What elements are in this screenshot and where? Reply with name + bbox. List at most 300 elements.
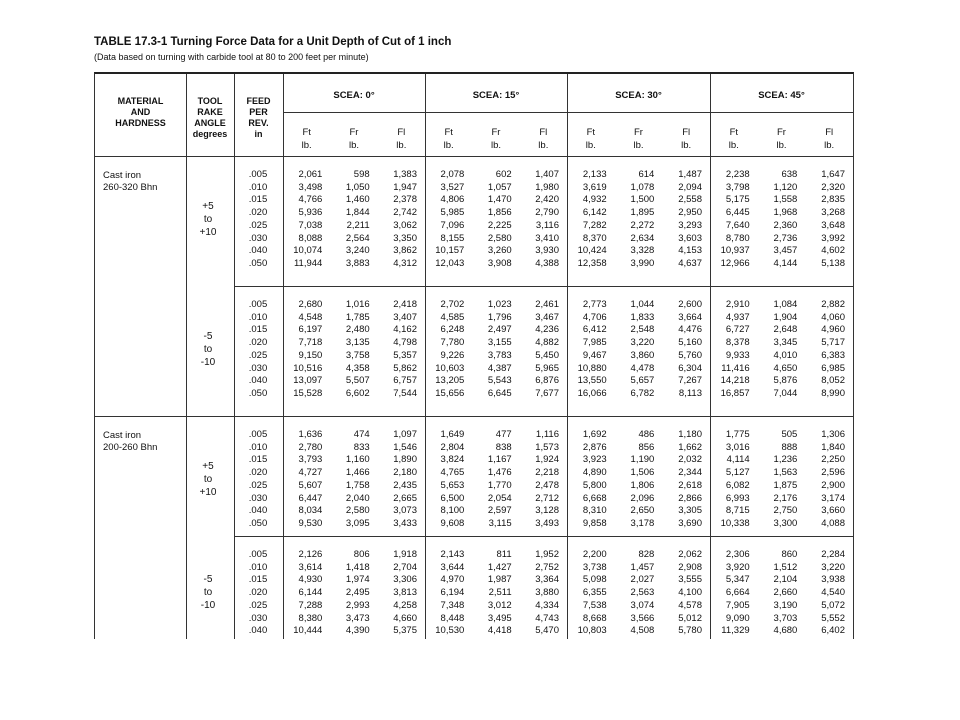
scea-group-divider: [567, 74, 568, 639]
force-value-cell: 1,924: [535, 454, 559, 466]
feed-cell: .005: [248, 549, 268, 560]
tool-rake-angle-header: TOOL RAKE ANGLE degrees: [192, 96, 228, 139]
force-value-cell: 10,603: [435, 362, 465, 374]
force-value-cell: 4,890: [582, 467, 607, 479]
force-value-cell: 7,718: [298, 337, 323, 349]
force-value-cell: 4,476: [678, 324, 702, 336]
force-value-cell: 3,306: [393, 574, 417, 586]
force-value-cell: 8,100: [440, 505, 465, 517]
feed-cell: .015: [248, 194, 268, 206]
force-value-cell: 3,116: [535, 219, 559, 231]
force-value-cell: 3,473: [345, 612, 370, 624]
force-value-cell: 2,211: [346, 219, 370, 231]
force-value-cell: 3,738: [582, 561, 607, 573]
force-value-cell: 1,840: [821, 441, 845, 453]
force-value-cell: 1,457: [630, 561, 655, 573]
force-value-cell: 9,090: [725, 612, 750, 624]
force-value-cell: 1,306: [821, 429, 845, 440]
feed-cell: .025: [248, 599, 268, 611]
force-value-cell: 1,500: [630, 194, 655, 206]
force-value-cell: 6,447: [298, 492, 323, 504]
force-value-cell: 8,990: [821, 387, 845, 399]
feed-cell: .030: [248, 232, 268, 244]
force-value-cell: 3,300: [773, 517, 798, 529]
force-value-cell: 2,950: [678, 207, 702, 219]
force-value-cell: 2,418: [393, 299, 417, 310]
force-value-cell: 10,424: [577, 245, 607, 257]
force-value-cell: 6,993: [725, 492, 750, 504]
scea-header: SCEA: 45°: [758, 90, 805, 101]
force-value-cell: 6,194: [440, 587, 465, 599]
force-value-cell: 1,918: [393, 549, 417, 560]
force-value-cell: 6,664: [725, 587, 750, 599]
force-value-cell: 6,248: [440, 324, 465, 336]
force-value-cell: 1,407: [535, 169, 559, 180]
force-value-cell: 3,703: [773, 612, 798, 624]
force-value-cell: 3,135: [345, 337, 370, 349]
force-value-cell: 2,250: [821, 454, 845, 466]
force-value-cell: 1,084: [773, 299, 798, 310]
force-value-cell: 5,653: [440, 479, 465, 491]
force-value-cell: 4,153: [678, 245, 702, 257]
table-title: TABLE 17.3-1 Turning Force Data for a Unit Depth of Cut of 1 inch: [94, 36, 452, 48]
force-value-cell: 3,555: [678, 574, 702, 586]
force-value-cell: 3,268: [821, 207, 845, 219]
force-value-cell: 828: [638, 549, 655, 560]
force-value-cell: 2,600: [678, 299, 702, 310]
force-value-cell: 13,550: [577, 375, 607, 387]
force-value-cell: 1,796: [487, 311, 512, 323]
force-value-cell: 1,563: [773, 467, 798, 479]
force-value-cell: 4,602: [821, 245, 845, 257]
force-value-cell: 2,618: [678, 479, 702, 491]
feed-cell: .010: [248, 561, 268, 573]
force-value-cell: 2,580: [345, 505, 370, 517]
scea-group-divider: [710, 74, 711, 639]
force-value-cell: 3,813: [393, 587, 417, 599]
force-value-cell: 2,284: [821, 549, 845, 560]
rake-angle-divider: [234, 286, 853, 287]
force-value-cell: 4,765: [440, 467, 465, 479]
force-value-cell: 4,088: [821, 517, 845, 529]
force-value-cell: 2,564: [345, 232, 370, 244]
feed-cell: .050: [248, 387, 268, 399]
force-value-cell: 1,078: [630, 181, 655, 193]
force-value-cell: 638: [781, 169, 798, 180]
force-value-cell: 7,348: [440, 599, 465, 611]
force-column-header: Ft lb.: [443, 127, 454, 151]
force-value-cell: 2,478: [535, 479, 559, 491]
force-value-cell: 6,197: [298, 324, 323, 336]
force-value-cell: 1,806: [630, 479, 655, 491]
material-label: Cast iron 200-260 Bhn: [103, 430, 158, 453]
force-value-cell: 4,418: [487, 625, 512, 637]
force-value-cell: 4,727: [298, 467, 323, 479]
force-value-cell: 3,128: [535, 505, 559, 517]
force-value-cell: 3,798: [725, 181, 750, 193]
force-value-cell: 1,758: [345, 479, 370, 491]
force-value-cell: 4,970: [440, 574, 465, 586]
force-value-cell: 4,162: [393, 324, 417, 336]
force-value-cell: 833: [353, 441, 370, 453]
force-value-cell: 2,563: [630, 587, 655, 599]
force-value-cell: 5,507: [345, 375, 370, 387]
force-value-cell: 10,338: [720, 517, 750, 529]
force-value-cell: 486: [638, 429, 655, 440]
force-value-cell: 4,585: [440, 311, 465, 323]
force-value-cell: 3,350: [393, 232, 417, 244]
force-value-cell: 5,760: [678, 349, 702, 361]
feed-cell: .030: [248, 492, 268, 504]
force-value-cell: 15,528: [293, 387, 323, 399]
force-value-cell: 1,980: [535, 181, 559, 193]
force-value-cell: 8,715: [725, 505, 750, 517]
force-value-cell: 4,882: [535, 337, 559, 349]
force-value-cell: 4,358: [345, 362, 370, 374]
force-value-cell: 1,427: [487, 561, 512, 573]
force-value-cell: 2,511: [488, 587, 512, 599]
force-value-cell: 2,061: [298, 169, 323, 180]
force-value-cell: 3,407: [393, 311, 417, 323]
force-value-cell: 13,097: [293, 375, 323, 387]
force-value-cell: 3,260: [487, 245, 512, 257]
material-header: MATERIAL AND HARDNESS: [115, 96, 166, 128]
force-value-cell: 2,780: [298, 441, 323, 453]
force-value-cell: 3,603: [678, 232, 702, 244]
force-column-header: Fl lb.: [396, 127, 407, 151]
force-value-cell: 8,380: [298, 612, 323, 624]
feed-cell: .030: [248, 362, 268, 374]
force-value-cell: 10,516: [293, 362, 323, 374]
force-value-cell: 2,773: [582, 299, 607, 310]
force-value-cell: 5,607: [298, 479, 323, 491]
force-value-cell: 1,506: [630, 467, 655, 479]
force-value-cell: 4,388: [535, 257, 559, 269]
feed-cell: .025: [248, 219, 268, 231]
feed-cell: .005: [248, 299, 268, 310]
force-value-cell: 838: [495, 441, 512, 453]
force-value-cell: 8,310: [582, 505, 607, 517]
force-value-cell: 1,470: [487, 194, 512, 206]
feed-cell: .025: [248, 349, 268, 361]
scea-header: SCEA: 15°: [472, 90, 520, 101]
force-column-header: Fr lb.: [633, 127, 644, 151]
force-value-cell: 2,660: [773, 587, 798, 599]
force-value-cell: 1,785: [345, 311, 370, 323]
force-value-cell: 2,497: [487, 324, 512, 336]
force-value-cell: 2,702: [440, 299, 465, 310]
force-value-cell: 2,704: [393, 561, 417, 573]
force-value-cell: 2,742: [393, 207, 417, 219]
force-value-cell: 2,866: [678, 492, 702, 504]
force-value-cell: 8,780: [725, 232, 750, 244]
scea-header: SCEA: 30°: [615, 90, 662, 101]
feed-cell: .010: [248, 441, 268, 453]
force-value-cell: 474: [353, 429, 370, 440]
feed-per-rev-header: FEED PER REV. in: [246, 96, 271, 139]
feed-cell: .040: [248, 375, 268, 387]
force-value-cell: 8,034: [298, 505, 323, 517]
force-value-cell: 1,833: [630, 311, 655, 323]
force-value-cell: 1,692: [582, 429, 607, 440]
feed-cell: .020: [248, 337, 268, 349]
force-value-cell: 6,304: [678, 362, 702, 374]
feed-cell: .010: [248, 181, 268, 193]
force-value-cell: 3,493: [535, 517, 559, 529]
force-column-header: Ft lb.: [585, 127, 596, 151]
force-value-cell: 3,923: [582, 454, 607, 466]
feed-cell: .050: [248, 257, 268, 269]
force-value-cell: 8,378: [725, 337, 750, 349]
force-value-cell: 1,947: [393, 181, 417, 193]
force-value-cell: 2,835: [821, 194, 845, 206]
force-value-cell: 2,712: [535, 492, 559, 504]
force-value-cell: 2,104: [773, 574, 798, 586]
force-value-cell: 9,530: [298, 517, 323, 529]
force-value-cell: 1,968: [773, 207, 798, 219]
force-value-cell: 3,990: [630, 257, 655, 269]
force-column-header: Fl lb.: [824, 127, 835, 151]
force-value-cell: 3,883: [345, 257, 370, 269]
force-value-cell: 2,910: [725, 299, 750, 310]
force-value-cell: 1,987: [487, 574, 512, 586]
force-value-cell: 4,334: [535, 599, 559, 611]
feed-cell: .025: [248, 479, 268, 491]
force-value-cell: 1,662: [678, 441, 702, 453]
force-value-cell: 7,096: [440, 219, 465, 231]
force-value-cell: 3,495: [487, 612, 512, 624]
force-value-cell: 6,985: [821, 362, 845, 374]
force-value-cell: 2,143: [440, 549, 465, 560]
force-value-cell: 3,664: [678, 311, 702, 323]
force-value-cell: 3,614: [298, 561, 323, 573]
force-value-cell: 2,218: [535, 467, 559, 479]
force-value-cell: 9,226: [440, 349, 465, 361]
force-value-cell: 10,803: [577, 625, 607, 637]
force-value-cell: 2,040: [345, 492, 370, 504]
feed-cell: .015: [248, 454, 268, 466]
force-value-cell: 2,027: [630, 574, 655, 586]
force-value-cell: 3,690: [678, 517, 702, 529]
table-subtitle: (Data based on turning with carbide tool at 80 to 200 feet per minute): [94, 52, 369, 62]
force-value-cell: 7,780: [440, 337, 465, 349]
force-value-cell: 5,552: [821, 612, 845, 624]
force-value-cell: 602: [495, 169, 512, 180]
force-value-cell: 5,936: [298, 207, 323, 219]
force-value-cell: 3,364: [535, 574, 559, 586]
force-value-cell: 6,383: [821, 349, 845, 361]
feed-cell: .020: [248, 207, 268, 219]
force-value-cell: 1,573: [535, 441, 559, 453]
force-value-cell: 3,062: [393, 219, 417, 231]
force-value-cell: 7,640: [725, 219, 750, 231]
rake-angle-label: -5 to -10: [200, 330, 216, 368]
force-value-cell: 5,717: [821, 337, 845, 349]
force-value-cell: 860: [781, 549, 798, 560]
force-value-cell: 1,180: [678, 429, 702, 440]
force-value-cell: 1,016: [345, 299, 370, 310]
force-value-cell: 6,757: [393, 375, 417, 387]
force-value-cell: 16,066: [577, 387, 607, 399]
feed-cell: .050: [248, 517, 268, 529]
force-value-cell: 2,344: [678, 467, 702, 479]
force-value-cell: 3,992: [821, 232, 845, 244]
force-value-cell: 5,876: [773, 375, 798, 387]
force-value-cell: 3,220: [630, 337, 655, 349]
force-value-cell: 1,952: [535, 549, 559, 560]
force-value-cell: 3,908: [487, 257, 512, 269]
force-value-cell: 4,548: [298, 311, 323, 323]
force-value-cell: 4,390: [345, 625, 370, 637]
force-value-cell: 3,328: [630, 245, 655, 257]
force-value-cell: 3,074: [630, 599, 655, 611]
force-value-cell: 10,530: [435, 625, 465, 637]
feed-cell: .040: [248, 625, 268, 637]
force-value-cell: 5,657: [630, 375, 655, 387]
force-value-cell: 5,072: [821, 599, 845, 611]
force-value-cell: 7,677: [535, 387, 559, 399]
force-value-cell: 2,752: [535, 561, 559, 573]
force-value-cell: 7,282: [582, 219, 607, 231]
force-value-cell: 3,174: [821, 492, 845, 504]
force-value-cell: 12,043: [435, 257, 465, 269]
force-value-cell: 3,660: [821, 505, 845, 517]
force-value-cell: 856: [638, 441, 655, 453]
force-value-cell: 4,114: [726, 454, 750, 466]
force-value-cell: 13,205: [435, 375, 465, 387]
force-value-cell: 2,306: [725, 549, 750, 560]
force-value-cell: 2,665: [393, 492, 417, 504]
force-value-cell: 7,905: [725, 599, 750, 611]
force-value-cell: 1,636: [298, 429, 323, 440]
force-value-cell: 1,647: [821, 169, 845, 180]
force-value-cell: 2,461: [535, 299, 559, 310]
force-value-cell: 5,450: [535, 349, 559, 361]
force-value-cell: 10,880: [577, 362, 607, 374]
force-value-cell: 1,050: [345, 181, 370, 193]
force-value-cell: 3,115: [488, 517, 512, 529]
force-value-cell: 4,540: [821, 587, 845, 599]
force-value-cell: 2,790: [535, 207, 559, 219]
force-value-cell: 3,190: [773, 599, 798, 611]
force-value-cell: 2,054: [487, 492, 512, 504]
force-value-cell: 1,856: [487, 207, 512, 219]
force-value-cell: 6,602: [345, 387, 370, 399]
force-value-cell: 3,410: [535, 232, 559, 244]
force-value-cell: 2,378: [393, 194, 417, 206]
force-value-cell: 6,645: [487, 387, 512, 399]
force-value-cell: 2,200: [582, 549, 607, 560]
force-value-cell: 4,478: [630, 362, 655, 374]
force-column-header: Ft lb.: [301, 127, 312, 151]
force-column-header: Ft lb.: [728, 127, 739, 151]
force-value-cell: 2,272: [630, 219, 655, 231]
force-value-cell: 2,680: [298, 299, 323, 310]
force-value-cell: 3,793: [298, 454, 323, 466]
force-value-cell: 10,937: [720, 245, 750, 257]
force-value-cell: 2,225: [487, 219, 512, 231]
force-value-cell: 6,445: [725, 207, 750, 219]
force-value-cell: 5,160: [678, 337, 702, 349]
header-bottom-rule: [95, 156, 853, 157]
force-value-cell: 4,578: [678, 599, 702, 611]
force-value-cell: 5,175: [725, 194, 750, 206]
force-value-cell: 3,758: [345, 349, 370, 361]
force-value-cell: 2,320: [821, 181, 845, 193]
force-value-cell: 4,806: [440, 194, 465, 206]
force-value-cell: 3,783: [487, 349, 512, 361]
force-value-cell: 2,900: [821, 479, 845, 491]
force-value-cell: 614: [638, 169, 655, 180]
force-value-cell: 2,648: [773, 324, 798, 336]
force-value-cell: 6,412: [582, 324, 607, 336]
force-value-cell: 2,180: [393, 467, 417, 479]
force-value-cell: 598: [353, 169, 370, 180]
feed-cell: .005: [248, 169, 268, 180]
force-value-cell: 4,960: [821, 324, 845, 336]
force-value-cell: 1,649: [440, 429, 465, 440]
force-value-cell: 4,144: [773, 257, 798, 269]
force-value-cell: 4,508: [630, 625, 655, 637]
force-value-cell: 6,402: [821, 625, 845, 637]
force-value-cell: 7,038: [298, 219, 323, 231]
force-value-cell: 8,448: [440, 612, 465, 624]
force-value-cell: 4,312: [393, 257, 417, 269]
force-value-cell: 3,920: [725, 561, 750, 573]
force-value-cell: 5,543: [487, 375, 512, 387]
force-value-cell: 477: [495, 429, 512, 440]
force-value-cell: 10,074: [293, 245, 323, 257]
force-value-cell: 1,418: [345, 561, 370, 573]
force-value-cell: 5,012: [678, 612, 702, 624]
force-value-cell: 6,082: [725, 479, 750, 491]
force-value-cell: 12,358: [577, 257, 607, 269]
force-value-cell: 1,116: [535, 429, 559, 440]
force-value-cell: 10,157: [435, 245, 465, 257]
feed-cell: .030: [248, 612, 268, 624]
angle-column-divider: [234, 74, 235, 639]
force-value-cell: 2,420: [535, 194, 559, 206]
force-value-cell: 1,775: [725, 429, 750, 440]
force-value-cell: 2,480: [345, 324, 370, 336]
force-column-header: Fr lb.: [348, 127, 360, 151]
force-value-cell: 2,360: [773, 219, 798, 231]
scea-header: SCEA: 0°: [333, 90, 375, 101]
feed-cell: .020: [248, 467, 268, 479]
force-value-cell: 3,619: [582, 181, 607, 193]
force-value-cell: 2,548: [630, 324, 655, 336]
force-value-cell: 6,668: [582, 492, 607, 504]
force-value-cell: 1,875: [773, 479, 798, 491]
force-value-cell: 5,862: [393, 362, 417, 374]
force-value-cell: 3,648: [821, 219, 845, 231]
force-value-cell: 1,890: [393, 454, 417, 466]
force-value-cell: 12,966: [720, 257, 750, 269]
force-value-cell: 3,240: [345, 245, 370, 257]
force-value-cell: 3,467: [535, 311, 559, 323]
force-value-cell: 8,155: [440, 232, 465, 244]
force-value-cell: 4,930: [298, 574, 323, 586]
force-value-cell: 3,880: [535, 587, 559, 599]
force-value-cell: 8,113: [678, 387, 702, 399]
force-value-cell: 4,387: [487, 362, 512, 374]
force-value-cell: 4,060: [821, 311, 845, 323]
force-value-cell: 806: [353, 549, 370, 560]
force-value-cell: 3,178: [630, 517, 655, 529]
force-value-cell: 6,355: [582, 587, 607, 599]
force-value-cell: 3,527: [440, 181, 465, 193]
force-value-cell: 6,782: [630, 387, 655, 399]
